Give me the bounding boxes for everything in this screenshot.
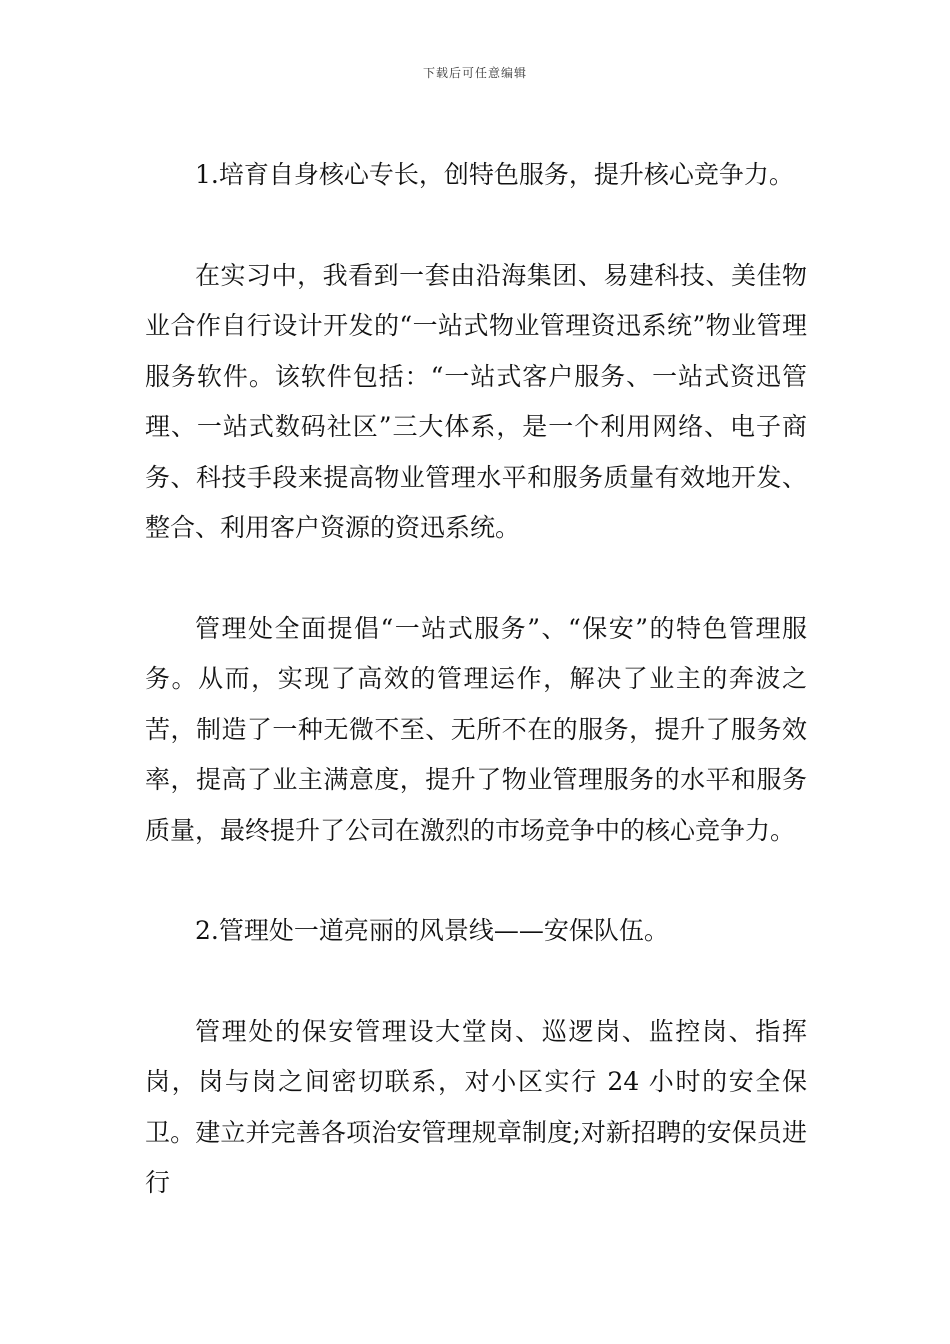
page-header: 下载后可任意编辑 (422, 66, 527, 80)
document-body (145, 150, 807, 1259)
paragraph-2: 管理处全面提倡“一站式服务”、“保安”的特色管理服务。从而，实现了高效的管理运作，解决了业主的奔波之苦，制造了一种无微不至、无所不在的服务，提升了服务效率，提高了业主满意度，提升了物业管理服务的水平和服务质量，最终提升了公司在激烈的市场竞争中的核心竞争力。 (145, 613, 807, 845)
section-heading-1: 1.培育自身核心专长，创特色服务，提升核心竞争力。 (195, 160, 794, 189)
paragraph-1: 在实习中，我看到一套由沿海集团、易建科技、美佳物业合作自行设计开发的“一站式物业管理资迅系统”物业管理服务软件。该软件包括：“一站式客户服务、一站式资迅管理、一站式数码社区”三大体系，是一个利用网络、电子商务、科技手段来提高物业管理水平和服务质量有效地开发、整合、利用客户资源的资迅系统。 (145, 260, 807, 542)
paragraph-3: 管理处的保安管理设大堂岗、巡逻岗、监控岗、指挥岗，岗与岗之间密切联系，对小区实行 24 小时的安全保卫。建立并完善各项治安管理规章制度;对新招聘的安保员进行 (145, 1016, 807, 1197)
section-heading-2: 2.管理处一道亮丽的风景线——安保队伍。 (195, 916, 669, 945)
